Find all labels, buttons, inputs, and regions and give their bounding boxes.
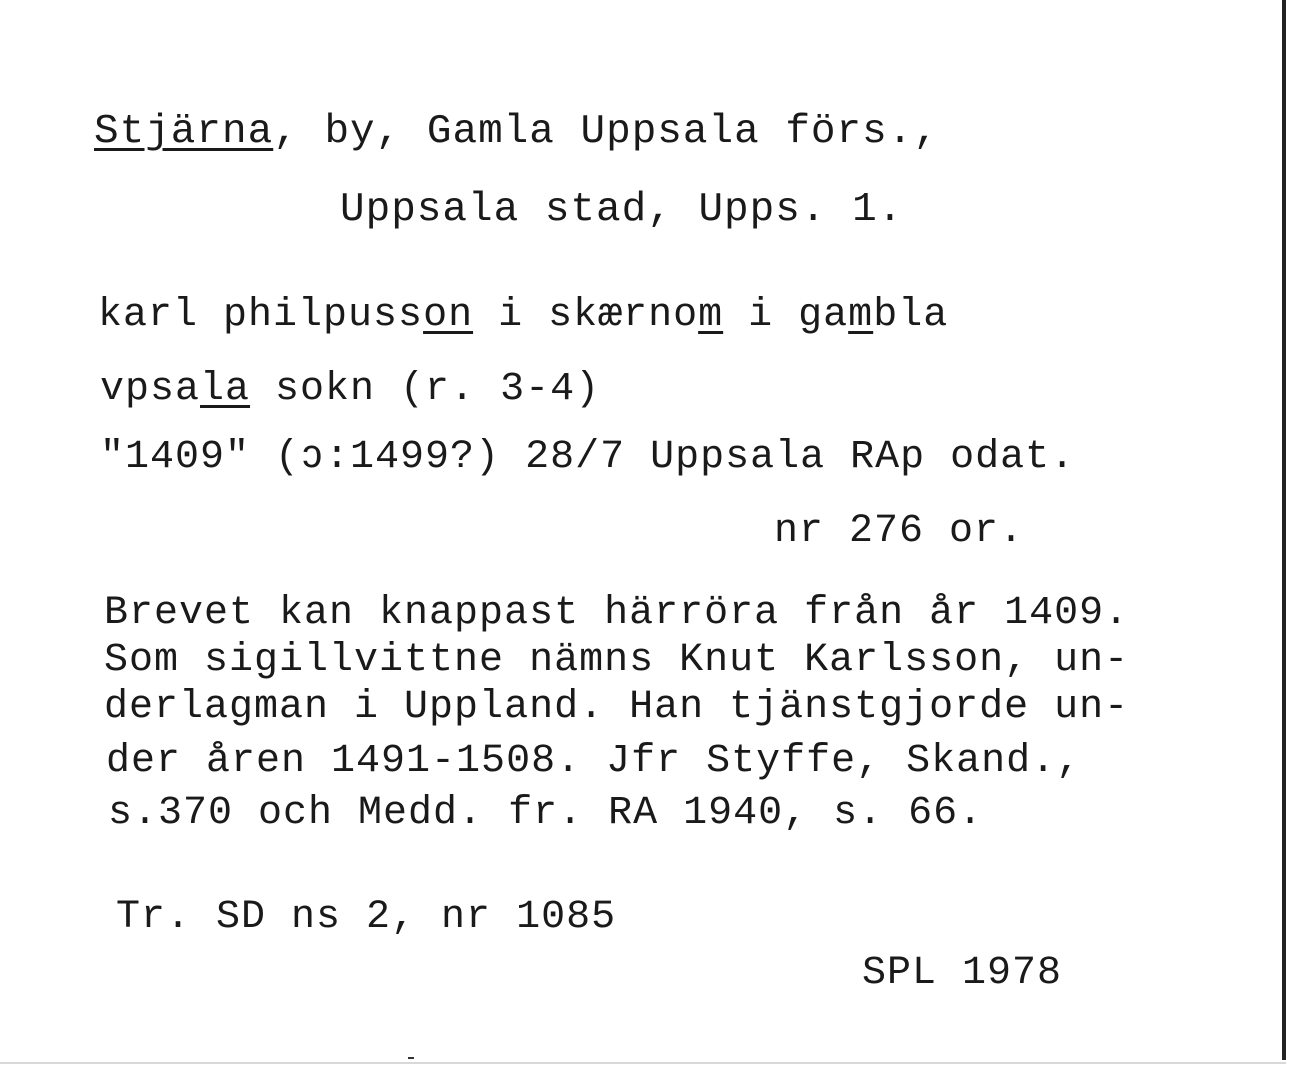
card-right-edge — [1282, 0, 1286, 1060]
quote-seg: karl philpuss — [98, 293, 424, 338]
quote-underlined-seg: la — [200, 367, 251, 412]
quote-seg: i ga — [723, 293, 849, 338]
scan-speck — [408, 1057, 414, 1059]
quote-seg: bla — [873, 293, 949, 338]
header-line-1 — [94, 109, 939, 155]
note-line: Som sigillvittne nämns Knut Karlsson, un- — [104, 638, 1130, 683]
header-line-1-rest: , by, Gamla Uppsala förs., — [273, 109, 939, 155]
quote-underlined-seg: m — [848, 293, 874, 338]
quote-underlined-seg: m — [698, 293, 724, 338]
quote-seg: i skærno — [473, 293, 699, 338]
source-line-1: "1409" (ↄ:1499?) 28/7 Uppsala RAp odat. — [100, 435, 1076, 480]
note-line: der åren 1491-1508. Jfr Styffe, Skand., — [106, 739, 1082, 784]
quote-seg: vpsa — [100, 367, 201, 412]
place-name: Stjärna — [94, 109, 274, 155]
note-line: derlagman i Uppland. Han tjänstgjorde un- — [104, 685, 1130, 730]
print-reference: Tr. SD ns 2, nr 1085 — [116, 895, 617, 940]
source-line-2: nr 276 or. — [774, 509, 1025, 554]
note-line: s.370 och Medd. fr. RA 1940, s. 66. — [108, 791, 984, 836]
quote-underlined-seg: on — [423, 293, 474, 338]
quote-line-1 — [98, 293, 949, 338]
quote-line-2 — [100, 367, 601, 412]
quote-seg: sokn (r. 3-4) — [250, 367, 601, 412]
header-line-2: Uppsala stad, Upps. 1. — [340, 187, 904, 233]
signature: SPL 1978 — [862, 951, 1063, 996]
card-bottom-edge — [0, 1062, 1286, 1064]
note-line: Brevet kan knappast härröra från år 1409. — [104, 591, 1130, 636]
